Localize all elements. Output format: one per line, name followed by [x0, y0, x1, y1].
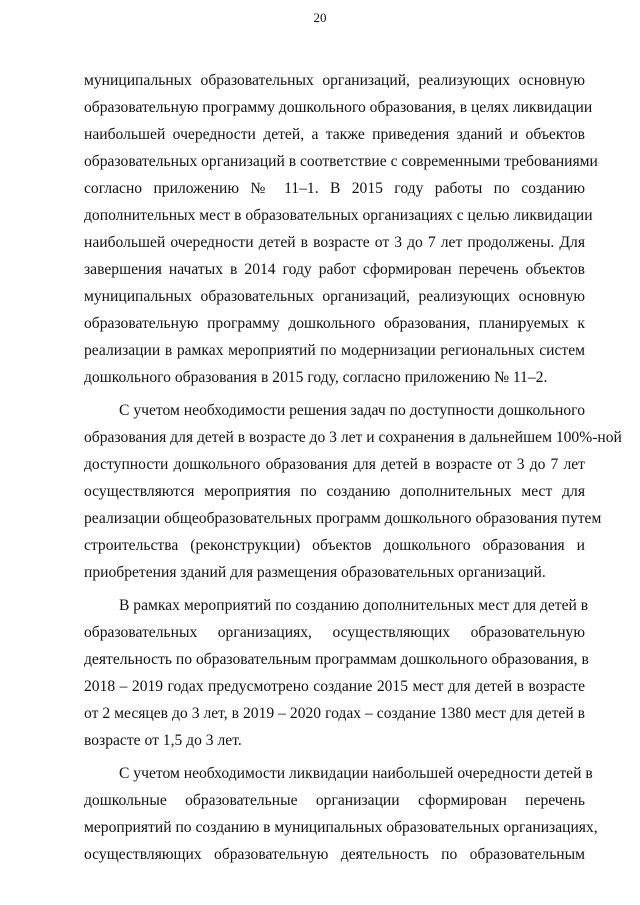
text-line: реализации в рамках мероприятий по модернизации региональных систем: [84, 342, 585, 359]
text-line: наибольшей очередности детей, а также приведения зданий и объектов: [84, 126, 585, 143]
text-line: образовательную программу дошкольного образования, в целях ликвидации: [84, 99, 593, 116]
text-line: от 2 месяцев до 3 лет, в 2019 – 2020 годах – создание 1380 мест для детей в: [84, 705, 585, 722]
text-line: согласно приложению № 11–1. В 2015 году работы по созданию: [84, 180, 585, 197]
text-line: мероприятий по созданию в муниципальных образовательных организациях,: [84, 819, 598, 836]
text-line: 2018 – 2019 годах предусмотрено создание 2015 мест для детей в возрасте: [84, 678, 585, 695]
text-line: С учетом необходимости ликвидации наибольшей очередности детей в: [119, 765, 593, 782]
text-line: осуществляются мероприятия по созданию дополнительных мест для: [84, 483, 585, 500]
text-line: образования для детей в возрасте до 3 лет и сохранения в дальнейшем 100%-ной: [84, 429, 622, 446]
text-line: образовательную программу дошкольного образования, планируемых к: [84, 315, 585, 332]
text-line: дополнительных мест в образовательных организациях с целью ликвидации: [84, 207, 593, 224]
text-line: С учетом необходимости решения задач по доступности дошкольного: [119, 402, 585, 419]
text-line: завершения начатых в 2014 году работ сформирован перечень объектов: [84, 261, 585, 278]
text-line: муниципальных образовательных организаций, реализующих основную: [84, 72, 585, 89]
text-line: дошкольные образовательные организации сформирован перечень: [84, 792, 585, 809]
text-line: возрасте от 1,5 до 3 лет.: [84, 732, 242, 749]
paragraph: [84, 397, 622, 586]
text-line: реализации общеобразовательных программ дошкольного образования путем: [84, 510, 602, 527]
paragraph: [84, 760, 598, 868]
text-line: дошкольного образования в 2015 году, согласно приложению № 11–2.: [84, 369, 548, 386]
text-line: деятельность по образовательным программам дошкольного образования, в: [84, 651, 589, 668]
text-line: В рамках мероприятий по созданию дополнительных мест для детей в: [119, 597, 589, 614]
text-line: наибольшей очередности детей в возрасте от 3 до 7 лет продолжены. Для: [84, 234, 585, 251]
paragraph: [84, 67, 598, 391]
document-body: [84, 67, 622, 868]
paragraph: [84, 592, 589, 754]
text-line: приобретения зданий для размещения образовательных организаций.: [84, 564, 546, 581]
text-line: доступности дошкольного образования для детей в возрасте от 3 до 7 лет: [84, 456, 585, 473]
text-line: образовательных организаций в соответствие с современными требованиями: [84, 153, 598, 170]
page-number: 20: [313, 10, 327, 25]
text-line: муниципальных образовательных организаций, реализующих основную: [84, 288, 585, 305]
text-line: образовательных организациях, осуществляющих образовательную: [84, 624, 585, 641]
text-line: строительства (реконструкции) объектов дошкольного образования и: [84, 537, 585, 554]
text-line: осуществляющих образовательную деятельность по образовательным: [84, 846, 585, 863]
